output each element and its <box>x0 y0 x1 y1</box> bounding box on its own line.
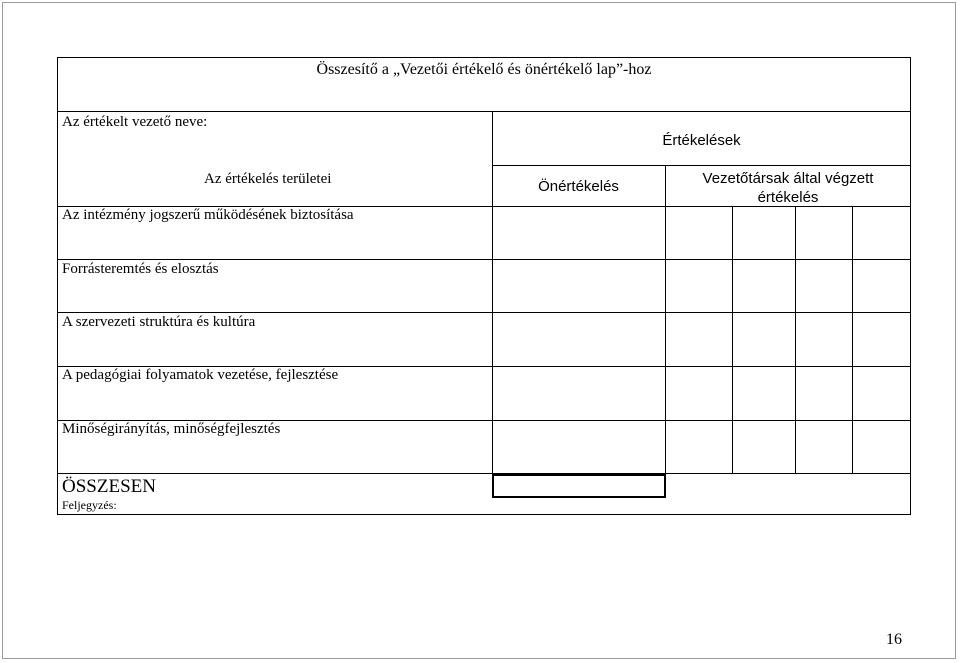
areas-heading: Az értékelés területei <box>204 171 332 187</box>
form-title: Összesítő a „Vezetői értékelő és önértékelő lap”-hoz <box>316 61 652 78</box>
title-rule <box>57 111 911 112</box>
page-number: 16 <box>886 631 902 648</box>
peer-evaluation-heading-line1: Vezetőtársak által végzett <box>702 170 874 187</box>
area-label: Forrásteremtés és elosztás <box>62 261 219 277</box>
peer-evaluation-heading-line2: értékelés <box>757 189 819 206</box>
eval-header-rule <box>492 165 911 166</box>
evaluations-heading: Értékelések <box>662 132 741 149</box>
self-evaluation-heading: Önértékelés <box>538 178 619 195</box>
form-bottom-border <box>57 514 911 515</box>
total-value-box <box>492 474 666 498</box>
area-label: A pedagógiai folyamatok vezetése, fejlesztése <box>62 367 339 383</box>
col-rule-peer-2 <box>795 206 796 473</box>
total-label: ÖSSZESEN <box>62 476 156 497</box>
col-rule-peer-1 <box>732 206 733 473</box>
form-top-border <box>57 57 911 58</box>
form-left-border <box>57 57 58 515</box>
evaluated-leader-label: Az értékelt vezető neve: <box>62 114 208 130</box>
summary-form <box>57 57 911 515</box>
col-rule-areas <box>492 111 493 473</box>
row-rule-2 <box>57 312 911 313</box>
area-label: Minőségirányítás, minőségfejlesztés <box>62 421 281 437</box>
col-rule-self <box>665 165 666 473</box>
row-rule-1 <box>57 259 911 260</box>
col-rule-peer-3 <box>852 206 853 473</box>
row-rule-5 <box>57 473 911 474</box>
area-label: Az intézmény jogszerű működésének biztosítása <box>62 207 354 223</box>
area-label: A szervezeti struktúra és kultúra <box>62 314 256 330</box>
notes-label: Feljegyzés: <box>62 498 117 512</box>
form-right-border <box>910 57 911 515</box>
